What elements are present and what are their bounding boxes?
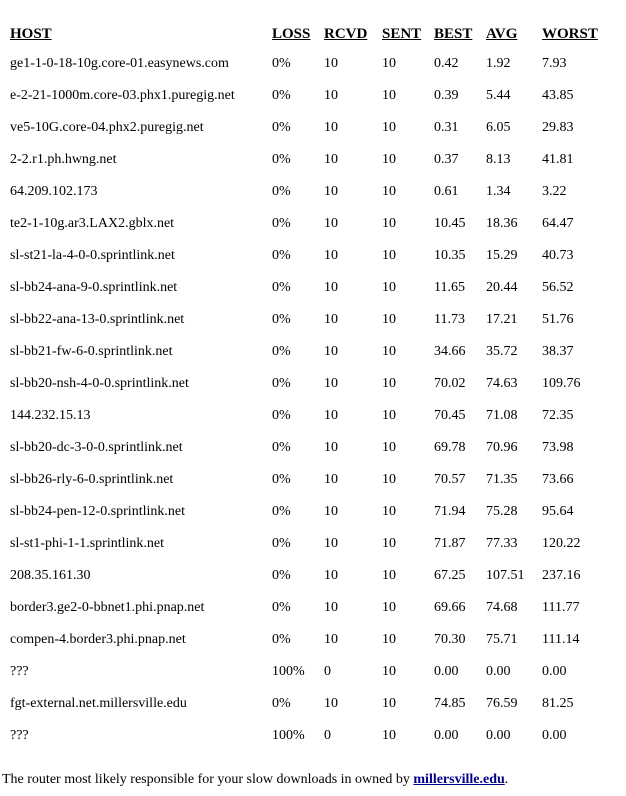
table-row xyxy=(4,80,608,112)
cell-sent: 10 xyxy=(382,568,396,583)
table-row xyxy=(4,656,608,688)
header-host: HOST xyxy=(10,25,52,42)
cell-worst: 0.00 xyxy=(542,664,567,679)
cell-host: sl-bb24-pen-12-0.sprintlink.net xyxy=(10,504,185,519)
table-row xyxy=(4,464,608,496)
cell-host: sl-bb24-ana-9-0.sprintlink.net xyxy=(10,280,178,295)
table-row xyxy=(4,432,608,464)
table-body xyxy=(4,48,608,752)
cell-host: ge1-1-0-18-10g.core-01.easynews.com xyxy=(10,56,229,71)
cell-avg: 6.05 xyxy=(486,120,511,135)
cell-avg: 5.44 xyxy=(486,88,511,103)
cell-rcvd: 0 xyxy=(324,728,331,743)
cell-avg: 0.00 xyxy=(486,728,511,743)
cell-loss: 0% xyxy=(272,440,291,455)
cell-rcvd: 10 xyxy=(324,312,338,327)
cell-sent: 10 xyxy=(382,120,396,135)
cell-sent: 10 xyxy=(382,88,396,103)
cell-avg: 75.71 xyxy=(486,632,518,647)
cell-best: 11.65 xyxy=(434,280,465,295)
cell-best: 0.00 xyxy=(434,728,459,743)
cell-worst: 56.52 xyxy=(542,280,574,295)
cell-host: te2-1-10g.ar3.LAX2.gblx.net xyxy=(10,216,175,231)
header-rcvd: RCVD xyxy=(324,25,368,42)
cell-best: 69.66 xyxy=(434,600,466,615)
cell-avg: 1.92 xyxy=(486,56,511,71)
cell-worst: 111.14 xyxy=(542,632,580,647)
cell-avg: 18.36 xyxy=(486,216,518,231)
table-row xyxy=(4,560,608,592)
cell-best: 0.31 xyxy=(434,120,459,135)
traceroute-table xyxy=(4,20,608,752)
cell-rcvd: 10 xyxy=(324,376,338,391)
cell-sent: 10 xyxy=(382,536,396,551)
cell-rcvd: 10 xyxy=(324,440,338,455)
table-row xyxy=(4,144,608,176)
cell-sent: 10 xyxy=(382,664,396,679)
cell-best: 71.94 xyxy=(434,504,466,519)
cell-sent: 10 xyxy=(382,440,396,455)
cell-avg: 74.63 xyxy=(486,376,518,391)
cell-sent: 10 xyxy=(382,728,396,743)
cell-worst: 38.37 xyxy=(542,344,574,359)
cell-worst: 40.73 xyxy=(542,248,574,263)
cell-best: 0.42 xyxy=(434,56,459,71)
table-row xyxy=(4,48,608,80)
cell-sent: 10 xyxy=(382,632,396,647)
cell-best: 67.25 xyxy=(434,568,466,583)
table-row xyxy=(4,592,608,624)
cell-avg: 35.72 xyxy=(486,344,518,359)
cell-host: fgt-external.net.millersville.edu xyxy=(10,696,187,711)
cell-host: sl-bb26-rly-6-0.sprintlink.net xyxy=(10,472,174,487)
cell-avg: 17.21 xyxy=(486,312,518,327)
cell-host: 64.209.102.173 xyxy=(10,184,98,199)
header-row xyxy=(4,20,608,48)
footer-message xyxy=(2,772,508,788)
cell-loss: 0% xyxy=(272,184,291,199)
cell-host: ve5-10G.core-04.phx2.puregig.net xyxy=(10,120,204,135)
cell-worst: 120.22 xyxy=(542,536,581,551)
cell-host: sl-st21-la-4-0-0.sprintlink.net xyxy=(10,248,175,263)
cell-host: sl-bb21-fw-6-0.sprintlink.net xyxy=(10,344,173,359)
cell-worst: 95.64 xyxy=(542,504,574,519)
table-row xyxy=(4,688,608,720)
cell-rcvd: 10 xyxy=(324,184,338,199)
cell-loss: 0% xyxy=(272,696,291,711)
cell-sent: 10 xyxy=(382,152,396,167)
cell-loss: 0% xyxy=(272,472,291,487)
table-row xyxy=(4,272,608,304)
cell-worst: 0.00 xyxy=(542,728,567,743)
cell-worst: 73.98 xyxy=(542,440,574,455)
cell-loss: 0% xyxy=(272,312,291,327)
table-row xyxy=(4,400,608,432)
cell-best: 11.73 xyxy=(434,312,465,327)
cell-avg: 107.51 xyxy=(486,568,525,583)
cell-best: 0.37 xyxy=(434,152,459,167)
cell-loss: 0% xyxy=(272,216,291,231)
cell-rcvd: 10 xyxy=(324,248,338,263)
cell-avg: 8.13 xyxy=(486,152,511,167)
cell-loss: 0% xyxy=(272,56,291,71)
cell-loss: 0% xyxy=(272,152,291,167)
cell-sent: 10 xyxy=(382,376,396,391)
header-avg: AVG xyxy=(486,25,518,42)
cell-loss: 0% xyxy=(272,88,291,103)
cell-avg: 0.00 xyxy=(486,664,511,679)
cell-loss: 0% xyxy=(272,248,291,263)
cell-avg: 71.08 xyxy=(486,408,518,423)
cell-sent: 10 xyxy=(382,344,396,359)
header-sent: SENT xyxy=(382,25,422,42)
cell-worst: 51.76 xyxy=(542,312,574,327)
cell-avg: 70.96 xyxy=(486,440,518,455)
cell-best: 70.02 xyxy=(434,376,466,391)
cell-loss: 0% xyxy=(272,408,291,423)
table-row xyxy=(4,720,608,752)
cell-best: 71.87 xyxy=(434,536,466,551)
cell-avg: 74.68 xyxy=(486,600,518,615)
table-row xyxy=(4,112,608,144)
cell-avg: 76.59 xyxy=(486,696,518,711)
cell-sent: 10 xyxy=(382,248,396,263)
cell-sent: 10 xyxy=(382,56,396,71)
cell-loss: 0% xyxy=(272,344,291,359)
cell-best: 0.61 xyxy=(434,184,459,199)
cell-rcvd: 10 xyxy=(324,56,338,71)
cell-rcvd: 10 xyxy=(324,696,338,711)
cell-loss: 100% xyxy=(272,728,305,743)
table-row xyxy=(4,176,608,208)
cell-best: 70.45 xyxy=(434,408,466,423)
cell-sent: 10 xyxy=(382,280,396,295)
cell-host: compen-4.border3.phi.pnap.net xyxy=(10,632,186,647)
cell-worst: 43.85 xyxy=(542,88,574,103)
cell-host: ??? xyxy=(10,728,29,743)
cell-avg: 20.44 xyxy=(486,280,518,295)
cell-worst: 81.25 xyxy=(542,696,574,711)
cell-avg: 75.28 xyxy=(486,504,518,519)
cell-worst: 41.81 xyxy=(542,152,574,167)
header-best: BEST xyxy=(434,25,473,42)
cell-rcvd: 0 xyxy=(324,664,331,679)
cell-best: 69.78 xyxy=(434,440,466,455)
cell-worst: 237.16 xyxy=(542,568,581,583)
table-row xyxy=(4,336,608,368)
cell-host: sl-bb20-dc-3-0-0.sprintlink.net xyxy=(10,440,183,455)
cell-worst: 64.47 xyxy=(542,216,574,231)
cell-rcvd: 10 xyxy=(324,600,338,615)
footer-suffix: . xyxy=(504,772,509,787)
cell-sent: 10 xyxy=(382,184,396,199)
header-loss: LOSS xyxy=(272,25,311,42)
header-worst: WORST xyxy=(542,25,598,42)
cell-avg: 71.35 xyxy=(486,472,518,487)
cell-best: 10.35 xyxy=(434,248,466,263)
cell-rcvd: 10 xyxy=(324,408,338,423)
cell-rcvd: 10 xyxy=(324,120,338,135)
cell-rcvd: 10 xyxy=(324,216,338,231)
cell-worst: 111.77 xyxy=(542,600,580,615)
cell-best: 34.66 xyxy=(434,344,466,359)
footer-text: The router most likely responsible for your slow downloads in owned by xyxy=(2,772,414,787)
cell-loss: 0% xyxy=(272,536,291,551)
table-row xyxy=(4,496,608,528)
table-row xyxy=(4,240,608,272)
cell-worst: 3.22 xyxy=(542,184,567,199)
table-row xyxy=(4,528,608,560)
cell-loss: 100% xyxy=(272,664,305,679)
cell-host: ??? xyxy=(10,664,29,679)
cell-host: sl-bb20-nsh-4-0-0.sprintlink.net xyxy=(10,376,189,391)
cell-worst: 72.35 xyxy=(542,408,574,423)
cell-sent: 10 xyxy=(382,472,396,487)
cell-rcvd: 10 xyxy=(324,152,338,167)
cell-sent: 10 xyxy=(382,408,396,423)
cell-rcvd: 10 xyxy=(324,504,338,519)
cell-rcvd: 10 xyxy=(324,632,338,647)
cell-rcvd: 10 xyxy=(324,88,338,103)
cell-sent: 10 xyxy=(382,696,396,711)
cell-best: 0.39 xyxy=(434,88,459,103)
cell-host: e-2-21-1000m.core-03.phx1.puregig.net xyxy=(10,88,235,103)
table-row xyxy=(4,368,608,400)
cell-loss: 0% xyxy=(272,600,291,615)
cell-host: 2-2.r1.ph.hwng.net xyxy=(10,152,117,167)
cell-worst: 7.93 xyxy=(542,56,567,71)
cell-host: sl-st1-phi-1-1.sprintlink.net xyxy=(10,536,164,551)
cell-sent: 10 xyxy=(382,216,396,231)
cell-loss: 0% xyxy=(272,568,291,583)
cell-worst: 29.83 xyxy=(542,120,574,135)
cell-best: 70.30 xyxy=(434,632,466,647)
table-row xyxy=(4,304,608,336)
cell-loss: 0% xyxy=(272,280,291,295)
cell-best: 10.45 xyxy=(434,216,466,231)
owner-link[interactable]: millersville.edu xyxy=(413,772,505,787)
cell-host: 208.35.161.30 xyxy=(10,568,91,583)
cell-avg: 1.34 xyxy=(486,184,511,199)
cell-loss: 0% xyxy=(272,504,291,519)
cell-host: 144.232.15.13 xyxy=(10,408,91,423)
cell-avg: 15.29 xyxy=(486,248,518,263)
cell-sent: 10 xyxy=(382,312,396,327)
cell-sent: 10 xyxy=(382,504,396,519)
cell-rcvd: 10 xyxy=(324,536,338,551)
cell-worst: 109.76 xyxy=(542,376,581,391)
cell-rcvd: 10 xyxy=(324,344,338,359)
cell-sent: 10 xyxy=(382,600,396,615)
cell-best: 70.57 xyxy=(434,472,466,487)
cell-best: 0.00 xyxy=(434,664,459,679)
table-row xyxy=(4,624,608,656)
cell-rcvd: 10 xyxy=(324,280,338,295)
cell-best: 74.85 xyxy=(434,696,466,711)
cell-avg: 77.33 xyxy=(486,536,518,551)
cell-rcvd: 10 xyxy=(324,472,338,487)
cell-loss: 0% xyxy=(272,632,291,647)
cell-worst: 73.66 xyxy=(542,472,574,487)
cell-rcvd: 10 xyxy=(324,568,338,583)
cell-loss: 0% xyxy=(272,376,291,391)
cell-host: sl-bb22-ana-13-0.sprintlink.net xyxy=(10,312,185,327)
cell-host: border3.ge2-0-bbnet1.phi.pnap.net xyxy=(10,600,205,615)
cell-loss: 0% xyxy=(272,120,291,135)
table-row xyxy=(4,208,608,240)
